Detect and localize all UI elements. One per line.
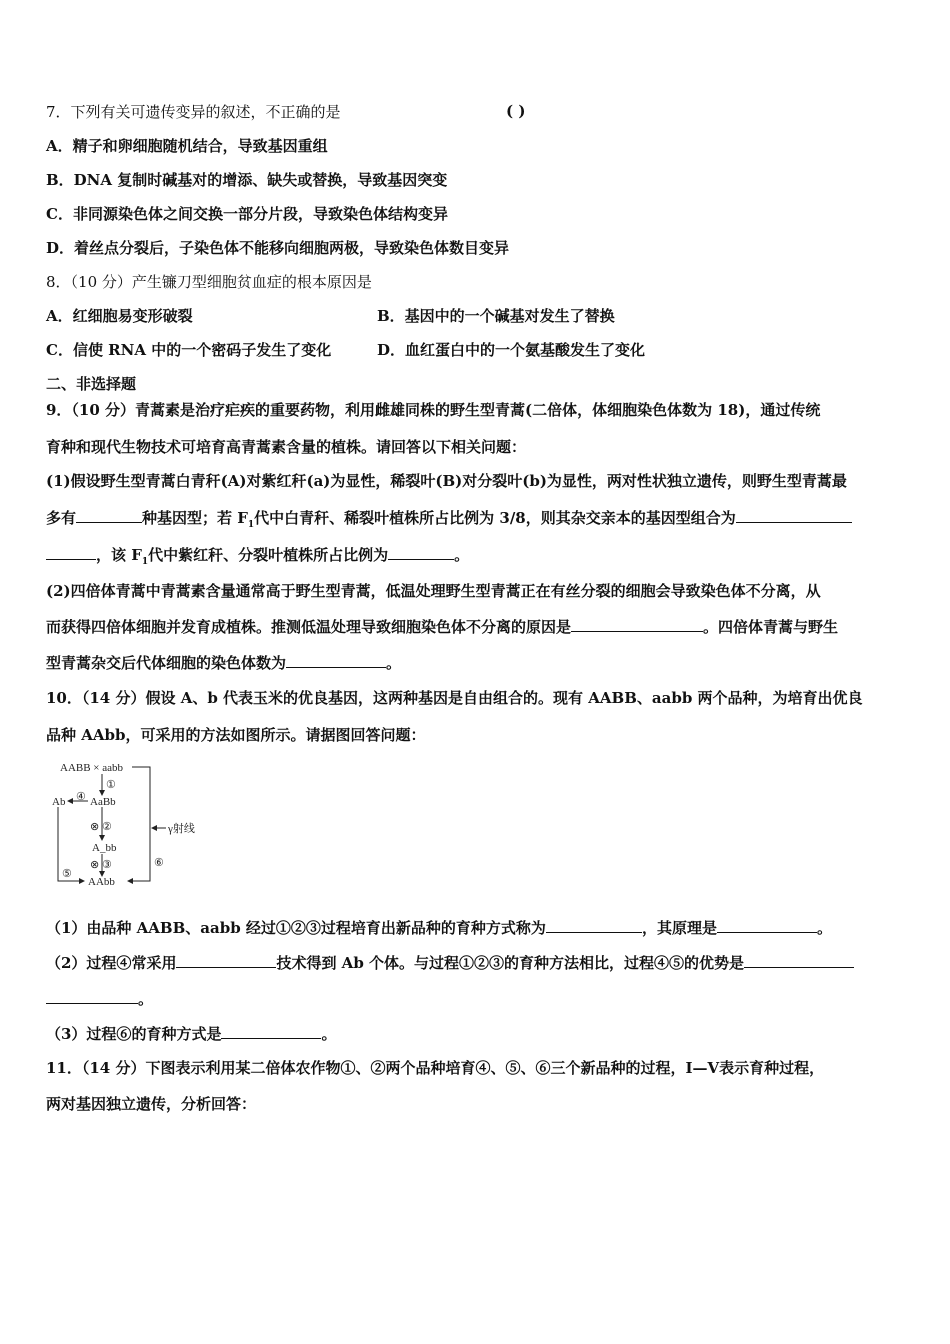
answer-blank[interactable] — [176, 953, 276, 968]
q8-option-d: D．血红蛋白中的一个氨基酸发生了变化 — [377, 341, 646, 359]
answer-blank[interactable] — [388, 545, 454, 560]
q9-stem-line1 — [46, 400, 820, 420]
diagram-a-bb: A_bb — [92, 842, 117, 854]
text: 。 — [138, 990, 154, 1008]
diagram-step1: ① — [106, 779, 116, 791]
q7-option-c: C．非同源染色体之间交换一部分片段，导致染色体结构变异 — [46, 205, 448, 223]
section-heading: 二、非选择题 — [46, 375, 137, 393]
subscript: 1 — [141, 557, 149, 567]
answer-blank[interactable] — [717, 918, 817, 933]
q8-stem: 8．（10 分）产生镰刀型细胞贫血症的根本原因是 — [46, 273, 372, 291]
subscript: 1 — [247, 520, 255, 530]
text: 。 — [816, 919, 832, 937]
text: 多有 — [46, 509, 77, 527]
q7-stem: 7．下列有关可遗传变异的叙述，不正确的是 — [46, 103, 341, 121]
answer-blank[interactable] — [736, 508, 852, 523]
q9-part2-line3 — [46, 653, 401, 673]
text: ，其原理是 — [641, 919, 717, 937]
q8-option-b: B．基因中的一个碱基对发生了替换 — [377, 307, 615, 325]
text: 技术得到 Ab 个体。与过程①②③的育种方法相比，过程④⑤的优势是 — [276, 954, 745, 972]
arrow-step6 — [128, 767, 150, 881]
q9-part1-line1: (1)假设野生型青蒿白青秆(A)对紫红秆(a)为显性，稀裂叶(B)对分裂叶(b)为显性，两对性状独立遗传，则野生型青蒿最 — [46, 472, 847, 490]
diagram-ab: Ab — [52, 796, 66, 808]
q9-part1-line2 — [46, 508, 852, 535]
q7-option-a: A．精子和卵细胞随机结合，导致基因重组 — [46, 137, 328, 155]
q10-stem-line2: 品种 AAbb，可采用的方法如图所示。请据图回答问题： — [46, 726, 426, 744]
diagram-step2: ⊗ ② — [90, 821, 112, 833]
answer-blank[interactable] — [221, 1024, 321, 1039]
diagram-step4: ④ — [76, 791, 86, 803]
text: （1）由品种 AABB、aabb 经过①②③过程培育出新品种的育种方式称为 — [46, 919, 546, 937]
answer-blank[interactable] — [286, 653, 386, 668]
q11-stem-line2: 两对基因独立遗传，分析回答： — [46, 1095, 257, 1113]
text: 而获得四倍体细胞并发育成植株。推测低温处理导致细胞染色体不分离的原因是 — [46, 618, 572, 636]
diagram-final: AAbb — [88, 876, 115, 888]
answer-blank[interactable] — [744, 953, 854, 968]
q7-option-d: D．着丝点分裂后，子染色体不能移向细胞两极，导致染色体数目变异 — [46, 239, 510, 257]
q10-stem-line1: 10．（14 分）假设 A、b 代表玉米的优良基因，这两种基因是自由组合的。现有 AABB、aabb 两个品种，为培育出优良 — [46, 689, 863, 707]
q8-option-c: C．信使 RNA 中的一个密码子发生了变化 — [46, 341, 332, 359]
text: （2）过程④常采用 — [46, 954, 177, 972]
q9-part1-line3 — [46, 545, 469, 572]
answer-blank[interactable] — [571, 617, 703, 632]
diagram-parents: AABB × aabb — [60, 762, 124, 774]
q8-option-a: A．红细胞易变形破裂 — [46, 307, 193, 325]
diagram-step5: ⑤ — [62, 868, 72, 880]
answer-blank[interactable] — [46, 989, 138, 1004]
q7-option-b: B．DNA 复制时碱基对的增添、缺失或替换，导致基因突变 — [46, 171, 448, 189]
text: 。 — [454, 546, 470, 564]
answer-blank[interactable] — [546, 918, 642, 933]
q10-sub2-line1 — [46, 953, 854, 973]
q10-sub3 — [46, 1024, 336, 1044]
text: 代中白青秆、稀裂叶植株所占比例为 3/8，则其杂交亲本的基因型组合为 — [254, 509, 736, 527]
q9-part2-line2 — [46, 617, 838, 637]
text: 。 — [386, 654, 402, 672]
text: 。 — [321, 1025, 337, 1043]
q9-part2-line1: (2)四倍体青蒿中青蒿素含量通常高于野生型青蒿，低温处理野生型青蒿正在有丝分裂的细胞会导致染色体不分离，从 — [46, 582, 821, 600]
text: ，该 F — [96, 546, 142, 564]
text: 种基因型；若 F — [142, 509, 248, 527]
q7-answer-paren: ( ) — [506, 102, 526, 120]
breeding-diagram — [52, 758, 222, 892]
diagram-step6: ⑥ — [154, 857, 164, 869]
q11-stem-line1: 11．（14 分）下图表示利用某二倍体农作物①、②两个品种培育④、⑤、⑥三个新品种的过程，Ⅰ—Ⅴ表示育种过程， — [46, 1059, 825, 1077]
diagram-step3: ⊗ ③ — [90, 859, 112, 871]
text: 代中紫红秆、分裂叶植株所占比例为 — [148, 546, 389, 564]
answer-blank[interactable] — [76, 508, 142, 523]
diagram-f1: AaBb — [90, 796, 116, 808]
text: （3）过程⑥的育种方式是 — [46, 1025, 222, 1043]
q10-sub2-line2 — [46, 989, 153, 1009]
q9-stem-text: 9．（10 分）青蒿素是治疗疟疾的重要药物，利用雌雄同株的野生型青蒿(二倍体，体细胞染色体数为 18)，通过传统 — [46, 401, 821, 419]
text: 。四倍体青蒿与野生 — [703, 618, 839, 636]
q10-sub1 — [46, 918, 832, 938]
diagram-ray-label: γ射线 — [168, 823, 195, 835]
answer-blank[interactable] — [46, 545, 96, 560]
text: 型青蒿杂交后代体细胞的染色体数为 — [46, 654, 287, 672]
q9-stem-line2: 育种和现代生物技术可培育高青蒿素含量的植株。请回答以下相关问题： — [46, 438, 527, 456]
